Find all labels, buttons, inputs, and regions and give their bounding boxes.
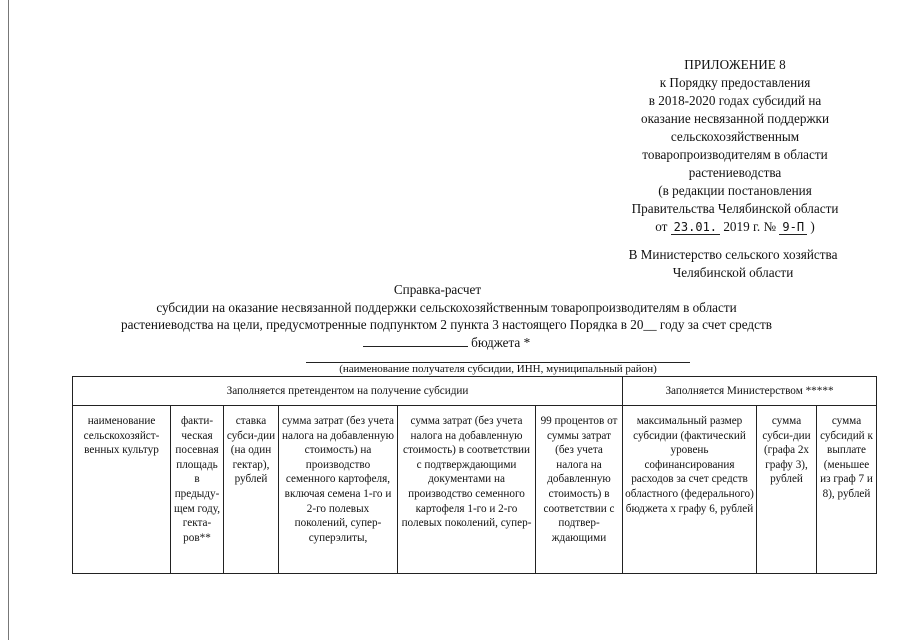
- appendix-line: Правительства Челябинской области: [631, 201, 839, 216]
- column-header: сумма затрат (без учета налога на добавленную стоимость) в соответствии с подтверждающими документами на производство семенного картофеля 1-го и 2-го полевых поколений, супер-: [398, 406, 536, 574]
- budget-line: [0, 334, 899, 352]
- document-subtitle-line: растениеводства на цели, предусмотренные подпунктом 2 пункта 3 настоящего Порядка в 20__ году за счет средств: [120, 317, 772, 332]
- budget-suffix: бюджета *: [471, 335, 531, 350]
- recipient-caption: (наименование получателя субсидии, ИНН, муниципальный район): [339, 363, 657, 375]
- addressee-line: Челябинской области: [672, 265, 794, 280]
- addressee-block: [588, 246, 878, 282]
- year-text: 2019 г. №: [723, 219, 777, 234]
- document-subtitle-line: субсидии на оказание несвязанной поддержки сельскохозяйственным товаропроизводителям в области: [156, 300, 737, 315]
- column-header: 99 процентов от суммы затрат (без учета налога на добавленную стоимость) в соответствии с подтвер-ждающими: [536, 406, 623, 574]
- appendix-line: сельскохозяйственным: [670, 129, 800, 144]
- decree-number: 9-П: [779, 220, 807, 235]
- table-group-header-row: [73, 377, 877, 406]
- table-column-header-row: [73, 406, 877, 574]
- column-header: сумма субси-дии (графа 2х графу 3), рублей: [757, 406, 817, 574]
- budget-blank: [363, 346, 468, 347]
- appendix-line: к Порядку предоставления: [659, 75, 811, 90]
- addressee-line: В Министерство сельского хозяйства: [628, 247, 838, 262]
- appendix-title: ПРИЛОЖЕНИЕ 8: [684, 57, 786, 72]
- appendix-header: [600, 56, 870, 236]
- column-header: максимальный размер субсидии (фактический уровень софинансирования расходов за счет средств областного (федерального) бюджета х графу 6, рублей: [623, 406, 757, 574]
- column-header: сумма затрат (без учета налога на добавленную стоимость) на производство семенного картофеля, включая семена 1-го и 2-го полевых поколений, супер-суперэлиты,: [279, 406, 398, 574]
- applicant-group-header: Заполняется претендентом на получение субсидии: [73, 377, 623, 406]
- appendix-line: в 2018-2020 годах субсидий на: [648, 93, 822, 108]
- date-prefix: от: [655, 219, 668, 234]
- calculation-table: [72, 376, 877, 574]
- appendix-line: (в редакции постановления: [658, 183, 812, 198]
- document-title: Справка-расчет: [393, 282, 482, 297]
- column-header: сумма субсидий к выплате (меньшее из граф 7 и 8), рублей: [817, 406, 877, 574]
- appendix-line: оказание несвязанной поддержки: [640, 111, 830, 126]
- close-paren: ): [810, 219, 815, 234]
- column-header: наименование сельскохозяйст-венных культур: [73, 406, 171, 574]
- ministry-group-header: Заполняется Министерством *****: [623, 377, 877, 406]
- appendix-line: товаропроизводителям в области: [642, 147, 828, 162]
- date-value: 23.01.: [671, 220, 720, 235]
- appendix-date-line: [600, 218, 870, 236]
- column-header: факти-ческая посевная площадь в предыду-щем году, гекта-ров**: [171, 406, 224, 574]
- column-header: ставка субси-дии (на один гектар), рублей: [224, 406, 279, 574]
- appendix-line: растениеводства: [688, 165, 782, 180]
